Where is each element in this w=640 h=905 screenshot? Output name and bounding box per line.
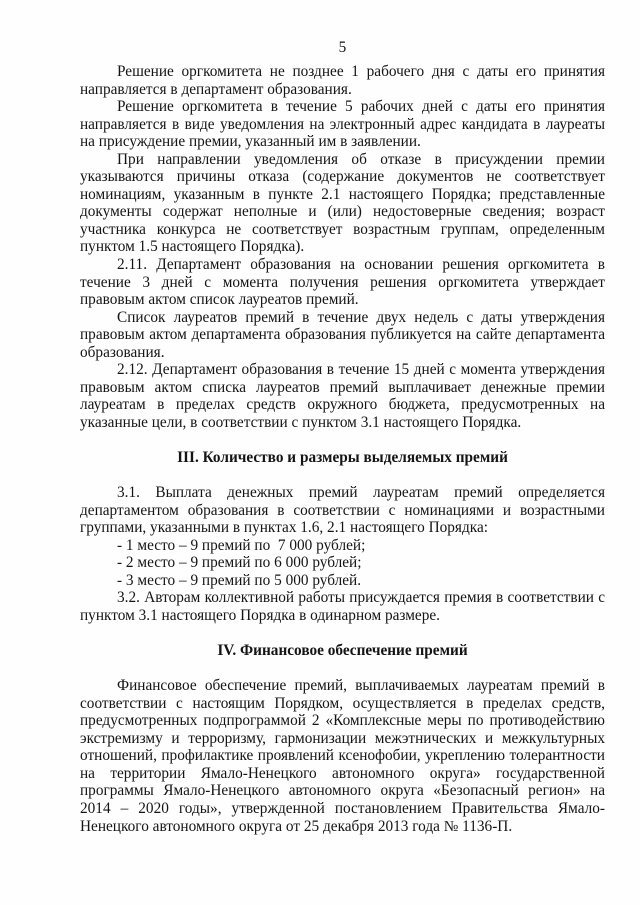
- paragraph: При направлении уведомления об отказе в присуждении премии указываются причины отказа (содержание документов не соответствует номинациям, указанным в пункте 2.1 настоящего Порядка; представленные документы содержат неполные и (или) недостоверные сведения; возраст участника конкурса не соответствует возрастным группам, определенным пунктом 1.5 настоящего Порядка).: [80, 150, 605, 256]
- paragraph: Решение оргкомитета не позднее 1 рабочего дня с даты его принятия направляется в департамент образования.: [80, 63, 605, 98]
- list-item: - 2 место – 9 премий по 6 000 рублей;: [117, 554, 362, 572]
- paragraph: 2.12. Департамент образования в течение 15 дней с момента утверждения правовым актом списка лауреатов премий выплачивает денежные премии лауреатам в пределах средств окружного бюджета, предусмотренных на указанные цели, в соответствии с пунктом 3.1 настоящего Порядка.: [80, 361, 605, 431]
- paragraph: 2.11. Департамент образования на основании решения оргкомитета в течение 3 дней с момента получения решения оргкомитета утверждает правовым актом список лауреатов премий.: [80, 256, 605, 309]
- section-heading: III. Количество и размеры выделяемых премий: [177, 449, 508, 467]
- paragraph: Решение оргкомитета в течение 5 рабочих дней с даты его принятия направляется в виде уведомления на электронный адрес кандидата в лауреаты на присуждение премии, указанный им в заявлении.: [80, 98, 605, 151]
- list-item: - 1 место – 9 премий по 7 000 рублей;: [117, 536, 366, 554]
- paragraph: 3.1. Выплата денежных премий лауреатам премий определяется департаментом образования в соответствии с номинациями и возрастными группами, указанными в пунктах 1.6, 2.1 настоящего Порядка:: [80, 484, 605, 537]
- paragraph: Финансовое обеспечение премий, выплачиваемых лауреатам премий в соответствии с настоящим Порядком, осуществляется в пределах средств, предусмотренных подпрограммой 2 «Комплексные меры по противодействию экстремизму и терроризму, гармонизации межэтнических и межкультурных отношений, профилактике проявлений ксенофобии, укреплению толерантности на территории Ямало-Ненецкого автономного округа» государственной программы Ямало-Ненецкого автономного округа «Безопасный регион» на 2014 – 2020 годы», утвержденной постановлением Правительства Ямало-Ненецкого автономного округа от 25 декабря 2013 года № 1136-П.: [80, 677, 605, 835]
- list-item: - 3 место – 9 премий по 5 000 рублей.: [117, 571, 362, 589]
- paragraph: 3.2. Авторам коллективной работы присуждается премия в соответствии с пунктом 3.1 настоящего Порядка в одинарном размере.: [80, 589, 605, 624]
- paragraph: Список лауреатов премий в течение двух недель с даты утверждения правовым актом департамента образования публикуется на сайте департамента образования.: [80, 308, 605, 361]
- section-heading: IV. Финансовое обеспечение премий: [217, 642, 468, 660]
- page-number: 5: [338, 39, 347, 56]
- document-body: [80, 63, 605, 835]
